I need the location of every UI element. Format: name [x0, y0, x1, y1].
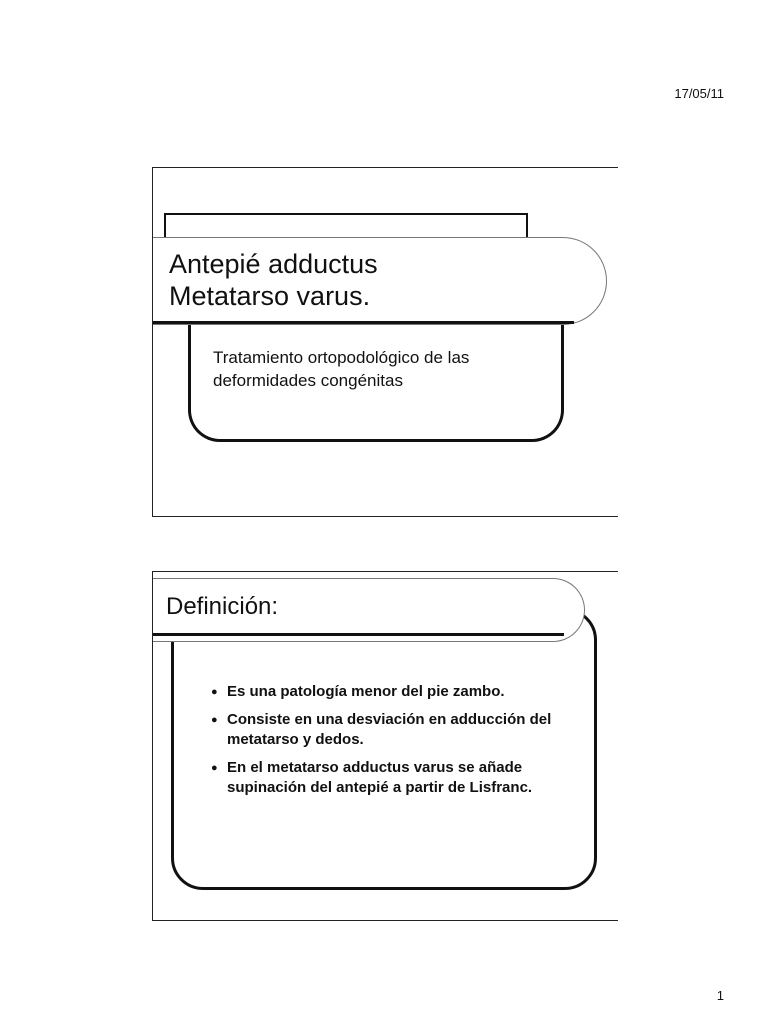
list-item: [211, 758, 573, 798]
list-item-text: En el metatarso adductus varus se añade supinación del antepié a partir de Lisfranc.: [227, 759, 533, 796]
page-number: 1: [716, 988, 724, 1003]
list-item-text: Es una patología menor del pie zambo.: [227, 683, 505, 700]
slide-2: [152, 571, 618, 921]
list-item-text: Consiste en una desviación en adducción del metatarso y dedos.: [227, 711, 552, 748]
page-date: 17/05/11: [674, 86, 724, 101]
title-underline: [153, 321, 574, 324]
title-line-1: Antepié adductus: [169, 249, 378, 279]
slide-title: [169, 248, 378, 312]
list-item: [211, 710, 573, 750]
slide-1: [152, 167, 618, 517]
bullet-list: [211, 682, 573, 806]
list-item: [211, 682, 573, 702]
bullet-icon: ●: [211, 762, 218, 774]
bullet-icon: ●: [211, 714, 218, 726]
slide-title: Definición:: [166, 593, 279, 620]
title-line-2: Metatarso varus.: [169, 281, 371, 311]
slide-subtitle: Tratamiento ortopodológico de las deformidades congénitas: [213, 348, 470, 390]
title-underline: [153, 633, 564, 636]
bullet-icon: ●: [211, 686, 218, 698]
